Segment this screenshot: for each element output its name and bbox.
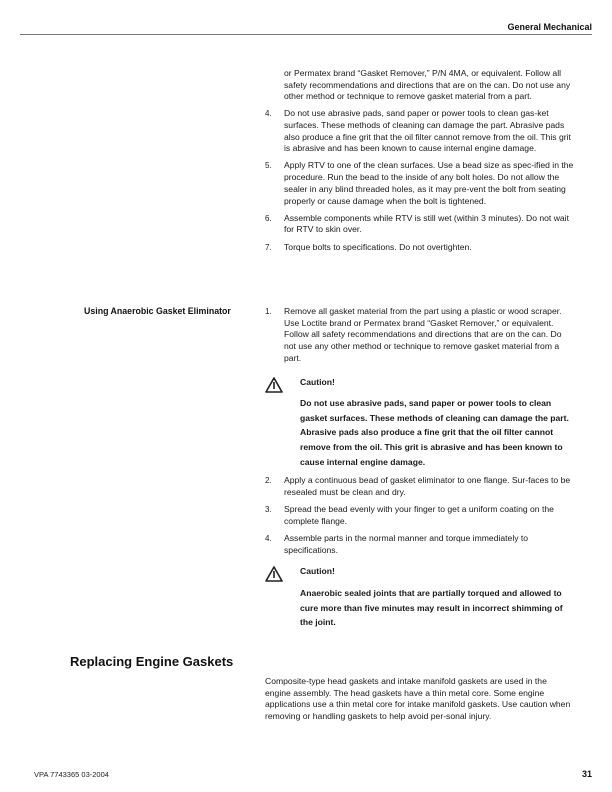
caution-box [265,566,575,629]
list-item [265,475,575,498]
list-item [265,213,575,236]
item-text: Assemble components while RTV is still wet (within 3 minutes). Do not wait for RTV to skin over. [284,212,569,235]
section-heading: Replacing Engine Gaskets [70,654,234,669]
caution-body: Do not use abrasive pads, sand paper or power tools to clean gasket surfaces. These methods of cleaning can damage the part. Abrasive pads also produce a fine grit that the oil filter cannot remove from the oil. This grit is abrasive and has been known to cause internal engine damage. [300,398,569,467]
procedure-continuation [265,68,575,259]
caution-box [265,377,575,470]
list-item [265,504,575,527]
item-number: 5. [265,161,272,171]
anaerobic-procedure [265,306,575,636]
document-id: VPA 7743365 03-2004 [34,770,109,779]
body-paragraph: Composite-type head gaskets and intake manifold gaskets are used in the engine assembly. The head gaskets have a thin metal core. Some engine applications use a thin metal core for intake manifold gaskets. Use caution when removing or handling gaskets to help avoid per-sonal injury. [265,676,571,722]
continuation-paragraph: or Permatex brand “Gasket Remover,” P/N 4MA, or equivalent. Follow all safety recommendations and directions that are on the can. Do not use any other method or technique to remove gasket material from a part. [284,68,571,102]
item-text: Torque bolts to specifications. Do not overtighten. [284,241,472,252]
item-number: 6. [265,213,272,223]
caution-body: Anaerobic sealed joints that are partially torqued and allowed to cure more than five minutes may result in incorrect shimming of the joint. [300,588,563,628]
list-item [265,306,575,365]
section-side-label: Using Anaerobic Gasket Eliminator [84,306,231,316]
item-text: Apply RTV to one of the clean surfaces. Use a bead size as spec-ified in the procedure. Run the bead to the inside of any bolt holes. Do not allow the sealer in any blind threaded holes, as it may pre-vent the bolt from seating properly or cause damage when the bolt is tightened. [284,160,574,206]
running-header-title: General Mechanical [507,22,592,32]
page-number: 31 [581,769,592,779]
caution-title: Caution! [300,376,335,387]
item-text: Remove all gasket material from the part using a plastic or wood scraper. Use Loctite brand or Permatex brand “Gasket Remover,” or equivalent. Follow all safety recommendations and directions that are on the can. Do not use any other method or technique to remove gasket material from a part. [284,306,562,363]
caution-title: Caution! [300,566,335,577]
item-number: 4. [265,109,272,119]
item-text: Apply a continuous bead of gasket eliminator to one flange. Sur-faces to be resealed must be clean and dry. [284,475,571,497]
header-rule [20,34,592,35]
item-text: Do not use abrasive pads, sand paper or power tools to clean gas-ket surfaces. These methods of cleaning can damage the part. Abrasive pads also produce a fine grit that the oil filter cannot remove from the oil. This grit is abrasive and has been known to cause internal engine damage. [284,108,571,154]
list-item [265,533,575,556]
replacing-body [265,676,575,728]
item-text: Spread the bead evenly with your finger to get a uniform coating on the complete flange. [284,504,554,526]
warning-triangle-icon [265,377,283,393]
item-number: 1. [265,307,272,316]
item-text: Assemble parts in the normal manner and torque immediately to specifications. [284,533,529,555]
item-number: 4. [265,534,272,543]
warning-triangle-icon [265,566,283,582]
list-item [265,108,575,155]
list-item [265,242,575,254]
item-number: 2. [265,476,272,486]
list-item [265,160,575,207]
item-number: 7. [265,242,272,252]
item-number: 3. [265,505,272,515]
